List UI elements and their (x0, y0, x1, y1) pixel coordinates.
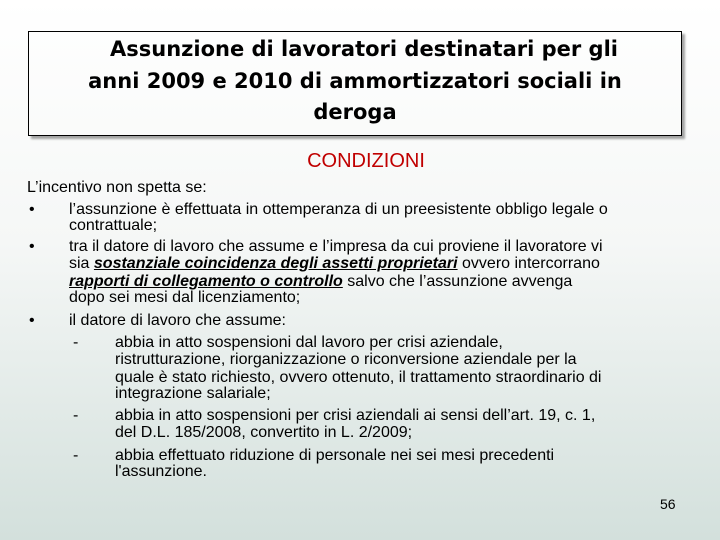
text-span: salvo che l’assunzione avvenga (342, 273, 573, 290)
intro-text: L’incentivo non spetta se: (27, 179, 207, 196)
dash-icon: - (73, 407, 79, 424)
sub-item-2-line-2: del D.L. 185/2008, convertito in L. 2/2009; (115, 424, 413, 441)
dash-icon: - (73, 334, 79, 351)
bullet-icon: • (29, 238, 35, 255)
sub-item-1-line-3: quale è stato richiesto, ovvero ottenuto, il trattamento straordinario di (115, 369, 602, 386)
bullet-1-line-2: contrattuale; (69, 217, 158, 234)
section-heading: CONDIZIONI (307, 150, 425, 172)
bullet-icon: • (29, 312, 35, 329)
sub-item-1-line-2: ristrutturazione, riorganizzazione o riconversione aziendale per la (115, 351, 577, 368)
bullet-2-line-1: tra il datore di lavoro che assume e l’impresa da cui proviene il lavoratore vi (69, 238, 603, 255)
title-box (28, 31, 682, 136)
bullet-2-line-2 (69, 256, 600, 272)
sub-item-3-line-1: abbia effettuato riduzione di personale nei sei mesi precedenti (115, 447, 555, 464)
bullet-2-line-3 (69, 274, 572, 290)
sub-item-2-line-1: abbia in atto sospensioni per crisi aziendali ai sensi dell’art. 19, c. 1, (115, 407, 596, 424)
text-span: sia (69, 255, 94, 272)
bullet-2-line-4: dopo sei mesi dal licenziamento; (69, 289, 301, 306)
slide-title-line-2: anni 2009 e 2010 di ammortizzatori sociali in (88, 69, 622, 93)
text-span: ovvero intercorrano (457, 255, 600, 272)
bullet-icon: • (29, 201, 35, 218)
emphasis-text: sostanziale coincidenza degli assetti proprietari (93, 255, 458, 272)
sub-item-1-line-4: integrazione salariale; (115, 385, 271, 402)
bullet-3-line-1: il datore di lavoro che assume: (69, 312, 286, 329)
sub-item-3-line-2: l'assunzione. (115, 463, 207, 480)
slide-title-line-1: Assunzione di lavoratori destinatari per gli (110, 37, 618, 61)
page-number: 56 (660, 496, 676, 512)
sub-item-1-line-1: abbia in atto sospensioni dal lavoro per crisi aziendale, (115, 334, 503, 351)
bullet-1-line-1: l’assunzione è effettuata in ottemperanza di un preesistente obbligo legale o (69, 201, 608, 218)
dash-icon: - (73, 447, 79, 464)
emphasis-text: rapporti di collegamento o controllo (69, 273, 343, 290)
slide-title-line-3: deroga (313, 100, 397, 124)
